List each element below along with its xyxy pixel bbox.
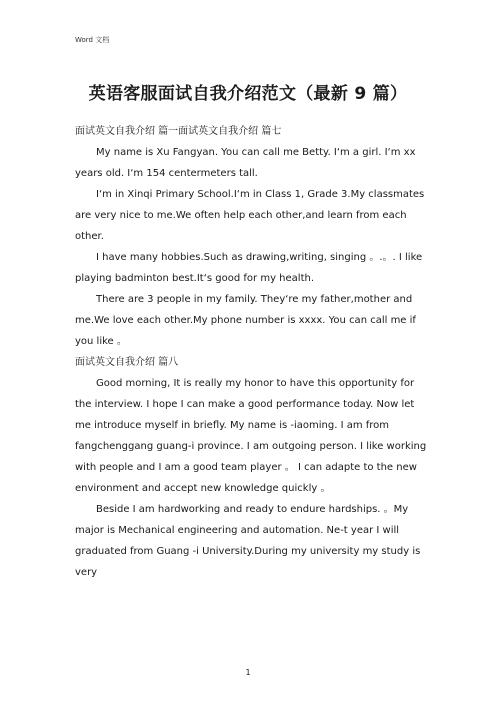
paragraph: I have many hobbies.Such as drawing,writing, singing 。.。. I like playing badminton best.It‘s good for my health. xyxy=(75,252,423,284)
section-heading: 面试英文自我介绍 篇八 xyxy=(75,357,179,368)
page-header-label: Word 文档 xyxy=(75,36,110,44)
document-body xyxy=(75,121,427,583)
paragraph: I‘m in Xinqi Primary School.I‘m in Class 1, Grade 3.My classmates are very nice to me.We often help each other,and learn from each other. xyxy=(75,189,425,242)
paragraph: Good morning, It is really my honor to have this opportunity for the interview. I hope I can make a good performance today. Now let me introduce myself in briefly. My name is -iaoming. I am from fangchenggang guang-i province. I am outgoing person. I like working with people and I am a good team player 。 I can adapte to the new environment and accept new knowledge quickly 。 xyxy=(75,378,427,494)
paragraph: My name is Xu Fangyan. You can call me Betty. I‘m a girl. I‘m xx years old. I‘m 154 centermeters tall. xyxy=(75,147,416,179)
document-title: 英语客服面试自我介绍范文（最新 9 篇） xyxy=(88,84,408,104)
paragraph: There are 3 people in my family. They‘re my father,mother and me.We love each other.My phone number is xxxx. You can call me if you like 。 xyxy=(75,294,416,347)
page-number: 1 xyxy=(245,668,251,677)
section-heading: 面试英文自我介绍 篇一面试英文自我介绍 篇七 xyxy=(75,126,282,137)
paragraph: Beside I am hardworking and ready to endure hardships. 。My major is Mechanical engineering and automation. Ne-t year I will graduated from Guang -i University.During my university my study is very xyxy=(75,504,421,578)
